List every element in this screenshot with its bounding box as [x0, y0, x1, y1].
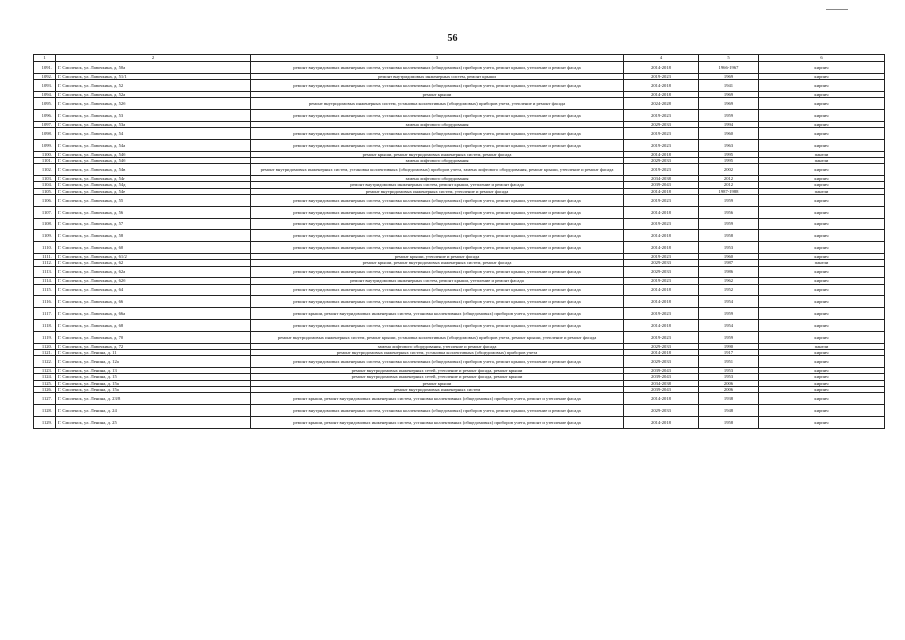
row-number: 1123. [34, 368, 56, 374]
address-cell: Г. Смоленск, ул. Ленина, д. 15 [56, 374, 251, 380]
table-row [34, 230, 885, 242]
works-cell: ремонт внутридомовых инженерных систем, установка коллективных (общедомовых) приборов учета, ремонт крыши, утепление и ремонт фасада [251, 266, 624, 278]
row-number: 1100. [34, 151, 56, 157]
table-row [34, 308, 885, 320]
address-cell: Г. Смоленск, ул. Лавочкина, д. 62а [56, 266, 251, 278]
works-cell: ремонт внутридомовых инженерных систем, установка коллективных (общедомовых) приборов учета, ремонт крыши, утепление и ремонт фасада [251, 62, 624, 74]
works-cell: ремонт внутридомовых инженерных систем, утепление и ремонт фасада [251, 188, 624, 194]
table-row [34, 356, 885, 368]
wall-material-cell: кирпич [759, 356, 885, 368]
works-cell: ремонт внутридомовых инженерных систем, установка коллективных (общедомовых) приборов учета, ремонт крыши, утепление и ремонт фасада [251, 194, 624, 206]
works-cell: ремонт крыши, утепление и ремонт фасада [251, 253, 624, 259]
period-cell: 2014-2018 [624, 242, 699, 254]
wall-material-cell: кирпич [759, 308, 885, 320]
works-cell: ремонт внутридомовых инженерных систем, установка коллективных (общедомовых) приборов учета, ремонт крыши, утепление и ремонт фасада [251, 320, 624, 332]
table-row [34, 404, 885, 416]
works-cell: ремонт внутридомовых инженерных систем, установка коллективных (общедомовых) приборов учета, ремонт крыши, утепление и ремонт фасада [251, 109, 624, 121]
year-built-cell: 1951 [699, 356, 759, 368]
row-number: 1127. [34, 393, 56, 405]
row-number: 1117. [34, 308, 56, 320]
year-built-cell: 1960 [699, 253, 759, 259]
period-cell: 2029-2033 [624, 356, 699, 368]
wall-material-cell: кирпич [759, 416, 885, 428]
works-cell: ремонт внутридомовых инженерных систем, ремонт крыши, утепление и ремонт фасада [251, 182, 624, 188]
table-row [34, 331, 885, 343]
wall-material-cell: кирпич [759, 194, 885, 206]
year-built-cell: 1959 [699, 308, 759, 320]
address-cell: Г. Смоленск, ул. Лавочкина, д. 70 [56, 331, 251, 343]
table-row [34, 109, 885, 121]
period-cell: 2024-2028 [624, 98, 699, 110]
column-number: 3 [251, 55, 624, 62]
period-cell: 2039-2043 [624, 368, 699, 374]
row-number: 1120. [34, 343, 56, 349]
period-cell: 2014-2018 [624, 80, 699, 92]
year-built-cell: 1966-1967 [699, 62, 759, 74]
column-number: 2 [56, 55, 251, 62]
period-cell: 2029-2033 [624, 266, 699, 278]
works-cell: ремонт крыши [251, 380, 624, 386]
address-cell: Г. Смоленск, ул. Лавочкина, д. 54б [56, 157, 251, 163]
period-cell: 2014-2018 [624, 230, 699, 242]
wall-material-cell: кирпич [759, 230, 885, 242]
period-cell: 2039-2043 [624, 374, 699, 380]
year-built-cell: 1962 [699, 278, 759, 284]
period-cell: 2019-2023 [624, 308, 699, 320]
wall-material-cell: кирпич [759, 182, 885, 188]
wall-material-cell: кирпич [759, 404, 885, 416]
address-cell: Г. Смоленск, ул. Лавочкина, д. 53а [56, 121, 251, 127]
works-cell: ремонт внутридомовых инженерных систем, ремонт крыши, утепление и ремонт фасада [251, 278, 624, 284]
row-number: 1091. [34, 62, 56, 74]
row-number: 1101. [34, 157, 56, 163]
wall-material-cell: кирпич [759, 98, 885, 110]
column-number-row [34, 55, 885, 62]
address-cell: Г. Смоленск, ул. Лавочкина, д. 54 [56, 128, 251, 140]
works-cell: ремонт внутридомовых инженерных систем, ремонт крыши, установка коллективных (общедомовых) приборов учета, ремонт крыши, утепление и ремонт фасада [251, 331, 624, 343]
row-number: 1096. [34, 109, 56, 121]
row-number: 1128. [34, 404, 56, 416]
address-cell: Г. Смоленск, ул. Лавочкина, д. 54в [56, 164, 251, 176]
period-cell: 2014-2018 [624, 62, 699, 74]
wall-material-cell: кирпич [759, 121, 885, 127]
works-cell: замена лифтового оборудования, утепление и ремонт фасада [251, 343, 624, 349]
table-row [34, 218, 885, 230]
year-built-cell: 1994 [699, 121, 759, 127]
table-row [34, 296, 885, 308]
address-cell: Г. Смоленск, ул. Лавочкина, д. 54а [56, 139, 251, 151]
period-cell: 2019-2023 [624, 194, 699, 206]
year-built-cell: 1952 [699, 284, 759, 296]
year-built-cell: 1958 [699, 416, 759, 428]
address-cell: Г. Смоленск, ул. Лавочкина, д. 54б [56, 151, 251, 157]
row-number: 1118. [34, 320, 56, 332]
wall-material-cell: кирпич [759, 176, 885, 182]
year-built-cell: 2002 [699, 164, 759, 176]
works-cell: ремонт внутридомовых инженерных систем, ремонт крыши [251, 73, 624, 79]
address-cell: Г. Смоленск, ул. Ленина, д. 25 [56, 416, 251, 428]
year-built-cell: 1987-1988 [699, 188, 759, 194]
address-cell: Г. Смоленск, ул. Лавочкина, д. 68 [56, 320, 251, 332]
period-cell: 2019-2023 [624, 73, 699, 79]
works-cell: ремонт крыши, ремонт внутридомовых инженерных систем, установка коллективных (общедомовых) приборов учета, ремонт и утепление фасада [251, 393, 624, 405]
wall-material-cell: кирпич [759, 393, 885, 405]
year-built-cell: 1917 [699, 349, 759, 355]
year-built-cell: 1948 [699, 404, 759, 416]
row-number: 1103. [34, 176, 56, 182]
address-cell: Г. Смоленск, ул. Лавочкина, д. 52б [56, 98, 251, 110]
wall-material-cell: кирпич [759, 62, 885, 74]
period-cell: 2014-2018 [624, 206, 699, 218]
address-cell: Г. Смоленск, ул. Лавочкина, д. 66а [56, 308, 251, 320]
year-built-cell: 2012 [699, 182, 759, 188]
works-cell: ремонт внутридомовых инженерных систем, установка коллективных (общедомовых) приборов учета, ремонт крыши, утепление и ремонт фасада [251, 284, 624, 296]
year-built-cell: 1954 [699, 296, 759, 308]
table-row [34, 416, 885, 428]
year-built-cell: 1953 [699, 374, 759, 380]
wall-material-cell: панели [759, 188, 885, 194]
works-cell: замена лифтового оборудования [251, 121, 624, 127]
works-cell: ремонт крыши, ремонт внутридомовых инженерных систем, установка коллективных (общедомовых) приборов учета, утепление и ремонт фасада [251, 308, 624, 320]
row-number: 1109. [34, 230, 56, 242]
row-number: 1092. [34, 73, 56, 79]
year-built-cell: 1990 [699, 343, 759, 349]
address-cell: Г. Смоленск, ул. Лавочкина, д. 60 [56, 242, 251, 254]
year-built-cell: 1969 [699, 73, 759, 79]
year-built-cell: 1969 [699, 91, 759, 97]
wall-material-cell: кирпич [759, 320, 885, 332]
period-cell: 2019-2023 [624, 278, 699, 284]
year-built-cell: 1995 [699, 151, 759, 157]
wall-material-cell: кирпич [759, 253, 885, 259]
works-cell: ремонт внутридомовых инженерных систем, установка коллективных (общедомовых) приборов учета, ремонт крыши, утепление и ремонт фасада [251, 356, 624, 368]
wall-material-cell: кирпич [759, 368, 885, 374]
year-built-cell: 1954 [699, 320, 759, 332]
period-cell: 2019-2023 [624, 164, 699, 176]
row-number: 1115. [34, 284, 56, 296]
period-cell: 2039-2043 [624, 386, 699, 392]
table-row [34, 284, 885, 296]
address-cell: Г. Смоленск, ул. Лавочкина, д. 52 [56, 80, 251, 92]
address-cell: Г. Смоленск, ул. Ленина, д. 15а [56, 380, 251, 386]
row-number: 1093. [34, 80, 56, 92]
address-cell: Г. Смоленск, ул. Лавочкина, д. 54д [56, 182, 251, 188]
table-row [34, 266, 885, 278]
table-row [34, 139, 885, 151]
row-number: 1111. [34, 253, 56, 259]
wall-material-cell: кирпич [759, 278, 885, 284]
row-number: 1126. [34, 386, 56, 392]
address-cell: Г. Смоленск, ул. Лавочкина, д. 62 [56, 260, 251, 266]
year-built-cell: 1959 [699, 218, 759, 230]
table-row [34, 194, 885, 206]
column-number: 6 [759, 55, 885, 62]
year-built-cell: 1956 [699, 206, 759, 218]
table-row [34, 62, 885, 74]
period-cell: 2039-2043 [624, 182, 699, 188]
year-built-cell: 1953 [699, 368, 759, 374]
wall-material-cell: кирпич [759, 284, 885, 296]
wall-material-cell: кирпич [759, 266, 885, 278]
works-cell: ремонт внутридомовых инженерных систем, установка коллективных (общедомовых) приборов учета, ремонт крыши, утепление и ремонт фасада [251, 80, 624, 92]
row-number: 1110. [34, 242, 56, 254]
works-cell: ремонт внутридомовых инженерных систем, установка коллективных (общедомовых) приборов учета, ремонт крыши, утепление и ремонт фасада [251, 230, 624, 242]
wall-material-cell: панели [759, 260, 885, 266]
table-row [34, 164, 885, 176]
address-cell: Г. Смоленск, ул. Лавочкина, д. 51/1 [56, 73, 251, 79]
row-number: 1102. [34, 164, 56, 176]
table-row [34, 206, 885, 218]
table-row [34, 320, 885, 332]
address-cell: Г. Смоленск, ул. Лавочкина, д. 57 [56, 218, 251, 230]
year-built-cell: 1941 [699, 80, 759, 92]
year-built-cell: 1995 [699, 157, 759, 163]
address-cell: Г. Смоленск, ул. Ленина, д. 12а [56, 356, 251, 368]
period-cell: 2029-2033 [624, 343, 699, 349]
table-row [34, 128, 885, 140]
works-cell: ремонт внутридомовых инженерных сетей, утепление и ремонт фасада, ремонт крыши [251, 374, 624, 380]
wall-material-cell: кирпич [759, 296, 885, 308]
works-cell: замена лифтового оборудования [251, 176, 624, 182]
wall-material-cell: кирпич [759, 164, 885, 176]
year-built-cell: 1986 [699, 266, 759, 278]
wall-material-cell: кирпич [759, 386, 885, 392]
address-cell: Г. Смоленск, ул. Ленина, д. 13 [56, 368, 251, 374]
address-cell: Г. Смоленск, ул. Ленина, д. 23/8 [56, 393, 251, 405]
address-cell: Г. Смоленск, ул. Лавочкина, д. 58 [56, 230, 251, 242]
table-row [34, 393, 885, 405]
address-cell: Г. Смоленск, ул. Ленина, д. 15а [56, 386, 251, 392]
column-number: 4 [624, 55, 699, 62]
address-cell: Г. Смоленск, ул. Лавочкина, д. 54г [56, 176, 251, 182]
period-cell: 2014-2018 [624, 320, 699, 332]
row-number: 1095. [34, 98, 56, 110]
row-number: 1105. [34, 188, 56, 194]
row-number: 1119. [34, 331, 56, 343]
table-row [34, 98, 885, 110]
address-cell: Г. Смоленск, ул. Лавочкина, д. 52а [56, 91, 251, 97]
table-row [34, 242, 885, 254]
address-cell: Г. Смоленск, ул. Лавочкина, д. 64 [56, 284, 251, 296]
works-cell: замена лифтового оборудования [251, 157, 624, 163]
period-cell: 2019-2023 [624, 139, 699, 151]
year-built-cell: 1960 [699, 128, 759, 140]
period-cell: 2014-2018 [624, 393, 699, 405]
row-number: 1108. [34, 218, 56, 230]
wall-material-cell: кирпич [759, 374, 885, 380]
row-number: 1098. [34, 128, 56, 140]
page-number: 56 [447, 33, 458, 44]
works-cell: ремонт внутридомовых инженерных систем, установка коллективных (общедомовых) приборов учета, ремонт крыши, утепление и ремонт фасада [251, 139, 624, 151]
works-cell: ремонт внутридомовых инженерных систем, установка коллективных (общедомовых) приборов учета, ремонт крыши, утепление и ремонт фасада [251, 242, 624, 254]
period-cell: 2019-2023 [624, 109, 699, 121]
works-cell: ремонт внутридомовых инженерных сетей, утепление и ремонт фасада, ремонт крыши [251, 368, 624, 374]
works-cell: ремонт внутридомовых инженерных систем, установка коллективных (общедомовых) приборов учета, утепление и ремонт фасада [251, 98, 624, 110]
period-cell: 2029-2033 [624, 260, 699, 266]
year-built-cell: 1938 [699, 393, 759, 405]
address-cell: Г. Смоленск, ул. Лавочкина, д. 54е [56, 188, 251, 194]
works-cell: ремонт крыши, ремонт внутридомовых инженерных систем, установка коллективных (общедомовых) приборов учета, ремонт и утепление фасада [251, 416, 624, 428]
address-cell: Г. Смоленск, ул. Лавочкина, д. 50а [56, 62, 251, 74]
period-cell: 2014-2018 [624, 349, 699, 355]
address-cell: Г. Смоленск, ул. Лавочкина, д. 66 [56, 296, 251, 308]
address-cell: Г. Смоленск, ул. Лавочкина, д. 56 [56, 206, 251, 218]
period-cell: 2014-2018 [624, 284, 699, 296]
year-built-cell: 1987 [699, 260, 759, 266]
period-cell: 2014-2018 [624, 296, 699, 308]
works-cell: ремонт внутридомовых инженерных систем, установка коллективных (общедомовых) приборов учета [251, 349, 624, 355]
address-cell: Г. Смоленск, ул. Лавочкина, д. 53 [56, 109, 251, 121]
period-cell: 2014-2018 [624, 151, 699, 157]
row-number: 1097. [34, 121, 56, 127]
row-number: 1094. [34, 91, 56, 97]
row-number: 1112. [34, 260, 56, 266]
address-cell: Г. Смоленск, ул. Ленина, д. 11 [56, 349, 251, 355]
period-cell: 2029-2033 [624, 404, 699, 416]
wall-material-cell: панели [759, 343, 885, 349]
period-cell: 2029-2033 [624, 121, 699, 127]
period-cell: 2014-2018 [624, 91, 699, 97]
period-cell: 2019-2023 [624, 253, 699, 259]
works-cell: ремонт внутридомовых инженерных систем, установка коллективных (общедомовых) приборов учета, ремонт крыши, утепление и ремонт фасада [251, 128, 624, 140]
year-built-cell: 1953 [699, 242, 759, 254]
period-cell: 2034-2038 [624, 380, 699, 386]
address-cell: Г. Смоленск, ул. Ленина, д. 24 [56, 404, 251, 416]
row-number: 1104. [34, 182, 56, 188]
corner-rule [826, 9, 848, 10]
works-cell: ремонт внутридомовых инженерных систем, установка коллективных (общедомовых) приборов учета, замена лифтового оборудования, ремонт крыши, утепление и ремонт фасада [251, 164, 624, 176]
row-number: 1113. [34, 266, 56, 278]
row-number: 1125. [34, 380, 56, 386]
works-cell: ремонт внутридомовых инженерных систем, установка коллективных (общедомовых) приборов учета, ремонт крыши, утепление и ремонт фасада [251, 206, 624, 218]
wall-material-cell: кирпич [759, 331, 885, 343]
column-number: 5 [699, 55, 759, 62]
period-cell: 2034-2038 [624, 176, 699, 182]
wall-material-cell: кирпич [759, 139, 885, 151]
wall-material-cell: кирпич [759, 349, 885, 355]
wall-material-cell: кирпич [759, 91, 885, 97]
row-number: 1116. [34, 296, 56, 308]
wall-material-cell: панели [759, 157, 885, 163]
year-built-cell: 1958 [699, 230, 759, 242]
works-cell: ремонт внутридомовых инженерных систем, установка коллективных (общедомовых) приборов учета, ремонт крыши, утепление и ремонт фасада [251, 404, 624, 416]
row-number: 1114. [34, 278, 56, 284]
period-cell: 2019-2023 [624, 331, 699, 343]
year-built-cell: 2006 [699, 386, 759, 392]
period-cell: 2014-2018 [624, 188, 699, 194]
period-cell: 2029-2033 [624, 157, 699, 163]
row-number: 1124. [34, 374, 56, 380]
row-number: 1129. [34, 416, 56, 428]
year-built-cell: 1969 [699, 98, 759, 110]
wall-material-cell: кирпич [759, 80, 885, 92]
wall-material-cell: кирпич [759, 73, 885, 79]
works-cell: ремонт внутридомовых инженерных систем, установка коллективных (общедомовых) приборов учета, ремонт крыши, утепление и ремонт фасада [251, 296, 624, 308]
year-built-cell: 2012 [699, 176, 759, 182]
repair-program-table [33, 54, 885, 429]
wall-material-cell: панели [759, 151, 885, 157]
works-cell: ремонт крыши, ремонт внутридомовых инженерных систем, ремонт фасада [251, 260, 624, 266]
year-built-cell: 1959 [699, 109, 759, 121]
period-cell: 2019-2023 [624, 128, 699, 140]
works-cell: ремонт внутридомовых инженерных систем, установка коллективных (общедомовых) приборов учета, ремонт крыши, утепление и ремонт фасада [251, 218, 624, 230]
wall-material-cell: кирпич [759, 206, 885, 218]
address-cell: Г. Смоленск, ул. Лавочкина, д. 72 [56, 343, 251, 349]
year-built-cell: 1959 [699, 194, 759, 206]
column-number: 1 [34, 55, 56, 62]
wall-material-cell: кирпич [759, 380, 885, 386]
wall-material-cell: кирпич [759, 128, 885, 140]
row-number: 1107. [34, 206, 56, 218]
period-cell: 2019-2023 [624, 218, 699, 230]
year-built-cell: 1959 [699, 331, 759, 343]
year-built-cell: 1963 [699, 139, 759, 151]
row-number: 1122. [34, 356, 56, 368]
works-cell: ремонт крыши [251, 91, 624, 97]
address-cell: Г. Смоленск, ул. Лавочкина, д. 62б [56, 278, 251, 284]
address-cell: Г. Смоленск, ул. Лавочкина, д. 61/2 [56, 253, 251, 259]
address-cell: Г. Смоленск, ул. Лавочкина, д. 55 [56, 194, 251, 206]
row-number: 1106. [34, 194, 56, 206]
works-cell: ремонт крыши, ремонт внутридомовых инженерных систем, ремонт фасада [251, 151, 624, 157]
table-row [34, 80, 885, 92]
wall-material-cell: кирпич [759, 242, 885, 254]
period-cell: 2014-2018 [624, 416, 699, 428]
wall-material-cell: кирпич [759, 109, 885, 121]
year-built-cell: 2006 [699, 380, 759, 386]
works-cell: ремонт внутридомовых инженерных систем [251, 386, 624, 392]
row-number: 1099. [34, 139, 56, 151]
row-number: 1121. [34, 349, 56, 355]
wall-material-cell: кирпич [759, 218, 885, 230]
